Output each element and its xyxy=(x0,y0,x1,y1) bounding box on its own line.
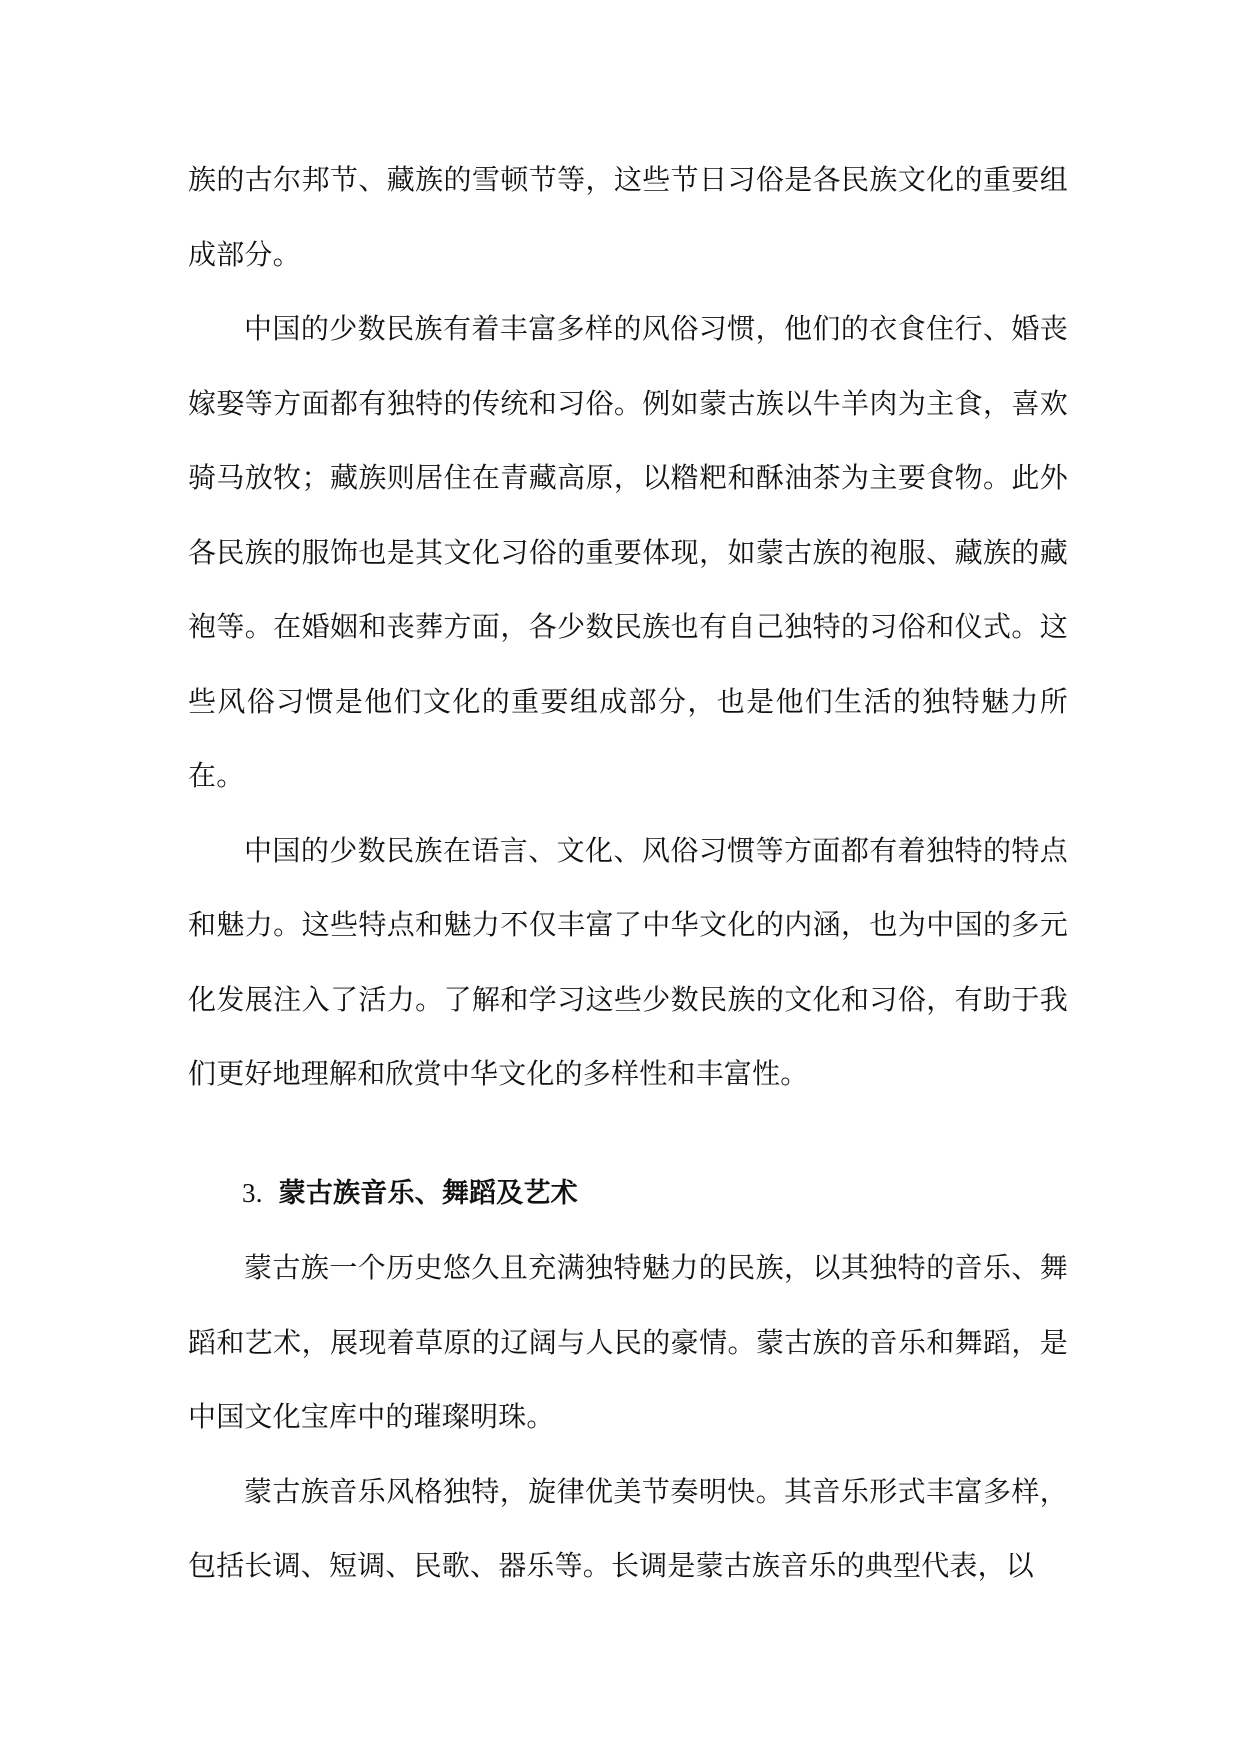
document-body xyxy=(188,143,1068,1604)
paragraph-customs: 中国的少数民族有着丰富多样的风俗习惯，他们的衣食住行、婚丧嫁娶等方面都有独特的传统和习俗。例如蒙古族以牛羊肉为主食，喜欢骑马放牧；藏族则居住在青藏高原，以糌粑和酥油茶为主要食物。此外各民族的服饰也是其文化习俗的重要体现，如蒙古族的袍服、藏族的藏袍等。在婚姻和丧葬方面，各少数民族也有自己独特的习俗和仪式。这些风俗习惯是他们文化的重要组成部分，也是他们生活的独特魅力所在。 xyxy=(188,312,1068,792)
paragraph-summary: 中国的少数民族在语言、文化、风俗习惯等方面都有着独特的特点和魅力。这些特点和魅力不仅丰富了中华文化的内涵，也为中国的多元化发展注入了活力。了解和学习这些少数民族的文化和习俗，有助于我们更好地理解和欣赏中华文化的多样性和丰富性。 xyxy=(188,833,1068,1090)
paragraph-mongolian-music: 蒙古族音乐风格独特，旋律优美节奏明快。其音乐形式丰富多样，包括长调、短调、民歌、器乐等。长调是蒙古族音乐的典型代表，以 xyxy=(188,1474,1068,1582)
section-title: 蒙古族音乐、舞蹈及艺术 xyxy=(278,1177,578,1209)
section-number: 3. xyxy=(242,1177,263,1208)
section-heading xyxy=(188,1156,1068,1232)
paragraph-mongolian-intro: 蒙古族一个历史悠久且充满独特魅力的民族，以其独特的音乐、舞蹈和艺术，展现着草原的辽阔与人民的豪情。蒙古族的音乐和舞蹈，是中国文化宝库中的璀璨明珠。 xyxy=(188,1251,1068,1433)
paragraph-continued: 族的古尔邦节、藏族的雪顿节等，这些节日习俗是各民族文化的重要组成部分。 xyxy=(188,163,1068,271)
